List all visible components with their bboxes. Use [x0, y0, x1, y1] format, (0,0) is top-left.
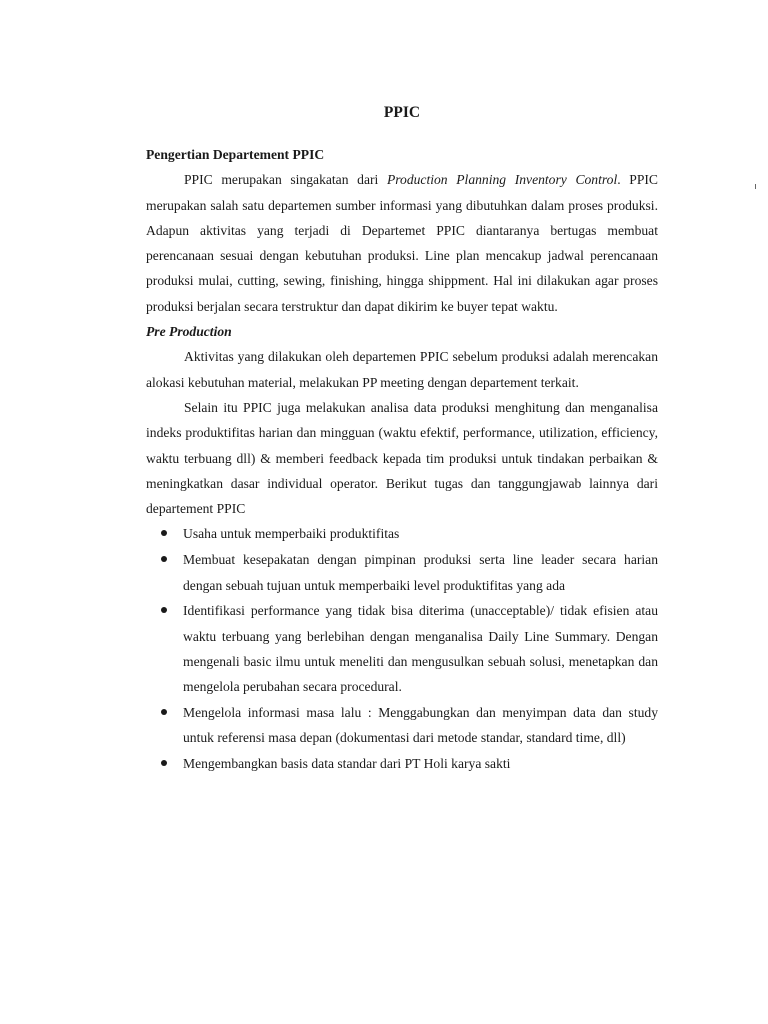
list-item	[146, 521, 658, 546]
page-title: PPIC	[383, 104, 421, 121]
analysis-paragraph: Selain itu PPIC juga melakukan analisa data produksi menghitung dan menganalisa indeks produktifitas harian dan mingguan (waktu efektif, performance, utilization, efficiency, waktu terbuang dll) & memberi feedback kepada tim produksi untuk tindakan perbaikan & meningkatkan dasar individual operator. Berikut tugas dan tanggungjawab lainnya dari departement PPIC	[146, 399, 658, 517]
intro-rest-text: . PPIC merupakan salah satu departemen sumber informasi yang dibutuhkan dalam proses produksi. Adapun aktivitas yang terjadi di Departemet PPIC diantaranya bertugas membuat perencanaan sesuai dengan kebutuhan produksi. Line plan mencakup jadwal perencanaan produksi mulai, cutting, sewing, finishing, hingga shippment. Hal ini dilakukan agar proses produksi berjalan secara terstruktur dan dapat dikirim ke buyer tepat waktu.	[146, 172, 659, 314]
document-page	[146, 0, 658, 1024]
list-item	[146, 598, 658, 699]
intro-lead-text: PPIC merupakan singakatan dari	[184, 172, 387, 188]
page-edge-mark	[755, 184, 756, 189]
task-list	[146, 521, 658, 776]
bullet-icon	[161, 530, 167, 536]
list-item	[146, 751, 658, 776]
list-item-text: Membuat kesepakatan dengan pimpinan produksi serta line leader secara harian dengan sebuah tujuan untuk memperbaiki level produktifitas yang ada	[183, 552, 658, 593]
bullet-icon	[161, 709, 167, 715]
pre-production-heading: Pre Production	[146, 324, 232, 340]
pre-production-paragraph: Aktivitas yang dilakukan oleh departemen PPIC sebelum produksi adalah merencakan alokasi kebutuhan material, melakukan PP meeting dengan departement terkait.	[146, 349, 658, 390]
bullet-icon	[161, 607, 167, 613]
list-item-text: Mengembangkan basis data standar dari PT Holi karya sakti	[183, 756, 511, 772]
list-item-text: Usaha untuk memperbaiki produktifitas	[183, 526, 400, 542]
bullet-icon	[161, 556, 167, 562]
intro-emphasis-text: Production Planning Inventory Control	[386, 172, 618, 188]
list-item	[146, 547, 658, 598]
bullet-icon	[161, 760, 167, 766]
intro-paragraph	[146, 167, 658, 319]
section-heading: Pengertian Departement PPIC	[146, 147, 325, 162]
list-item-text: Identifikasi performance yang tidak bisa diterima (unacceptable)/ tidak efisien atau waktu terbuang yang berlebihan dengan menganalisa Daily Line Summary. Dengan mengenali basic ilmu untuk meneliti dan mengusulkan sebuah solusi, menetapkan dan mengelola perubahan secara procedural.	[183, 603, 658, 695]
list-item-text: Mengelola informasi masa lalu : Menggabungkan dan menyimpan data dan study untuk referensi masa depan (dokumentasi dari metode standar, standard time, dll)	[183, 705, 658, 746]
document-body	[146, 142, 658, 777]
list-item	[146, 700, 658, 751]
